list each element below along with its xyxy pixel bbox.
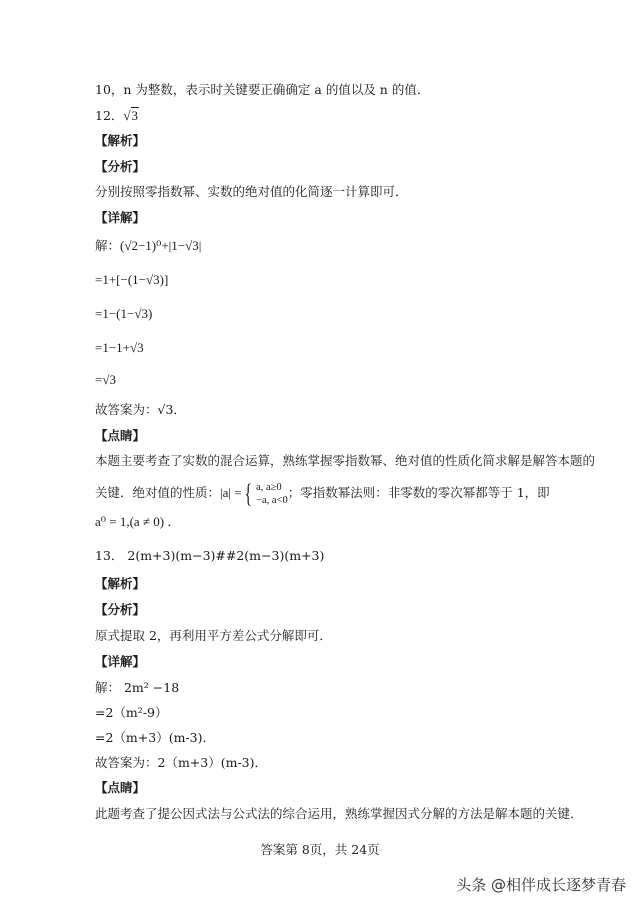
watermark: 头条 @相伴成长逐梦青春 — [456, 876, 626, 894]
q12-xiangjie-heading: 【详解】 — [95, 210, 146, 225]
q13-xiangjie-heading: 【详解】 — [95, 654, 146, 669]
line-intro: 10，n 为整数，表示时关键要正确确定 a 的值以及 n 的值． — [95, 82, 430, 97]
step0-expr: (√2−1)⁰+|1−√3| — [120, 238, 202, 253]
q12-dianjing-heading: 【点睛】 — [95, 428, 146, 443]
q12-number: 12． — [95, 108, 124, 123]
q12-step4: =√3 — [95, 372, 116, 387]
q12-jiexi-heading: 【解析】 — [95, 133, 146, 148]
q12-answer: √3 — [123, 108, 139, 123]
q12-step0 — [95, 238, 201, 254]
q12-answer-line: 故答案为：√3． — [95, 402, 186, 417]
q12-line — [95, 108, 139, 124]
q13-step2: =2（m+3）(m-3)． — [95, 730, 215, 745]
q13-dianjing-heading: 【点睛】 — [95, 780, 146, 795]
q13-fenxi-text: 原式提取 2，再利用平方差公式分解即可． — [95, 628, 332, 643]
dj-text2b: ；零指数幂法则：非零数的零次幂都等于 1，即 — [287, 485, 550, 500]
q12-step2: =1−(1−√3) — [95, 306, 153, 321]
q12-fenxi-heading: 【分析】 — [95, 159, 146, 174]
q12-dianjing-text1: 本题主要考查了实数的混合运算，熟练掌握零指数幂、绝对值的性质化简求解是解答本题的 — [95, 453, 596, 468]
dj-text2a: 关键．绝对值的性质： — [95, 485, 221, 500]
q13-step0: 解： 2m² −18 — [95, 680, 180, 695]
q12-dianjing-text3: a⁰ = 1,(a ≠ 0) ． — [95, 514, 181, 529]
q13-fenxi-heading: 【分析】 — [95, 602, 146, 617]
solution-label: 解： — [95, 238, 121, 253]
q12-fenxi-text: 分别按照零指数幂、实数的绝对值的化简逐一计算即可． — [95, 184, 408, 199]
q13-step1: =2（m²-9） — [95, 705, 168, 720]
q12-step1: =1+[−(1−√3)] — [95, 272, 169, 287]
q13-answer-line: 故答案为：2（m+3）(m-3)． — [95, 755, 268, 770]
q12-dianjing-text2 — [95, 480, 550, 507]
q13-line: 13． 2(m+3)(m−3)##2(m−3)(m+3) — [95, 548, 325, 563]
q12-step3: =1−1+√3 — [95, 340, 144, 355]
page-footer: 答案第 8页，共 24页 — [260, 842, 380, 857]
abs-formula: |a| ={ a, a≥0 −a, a<0 — [220, 479, 288, 509]
q13-jiexi-heading: 【解析】 — [95, 576, 146, 591]
q13-dianjing-text: 此题考查了提公因式法与公式法的综合运用，熟练掌握因式分解的方法是解本题的关键． — [95, 806, 583, 821]
